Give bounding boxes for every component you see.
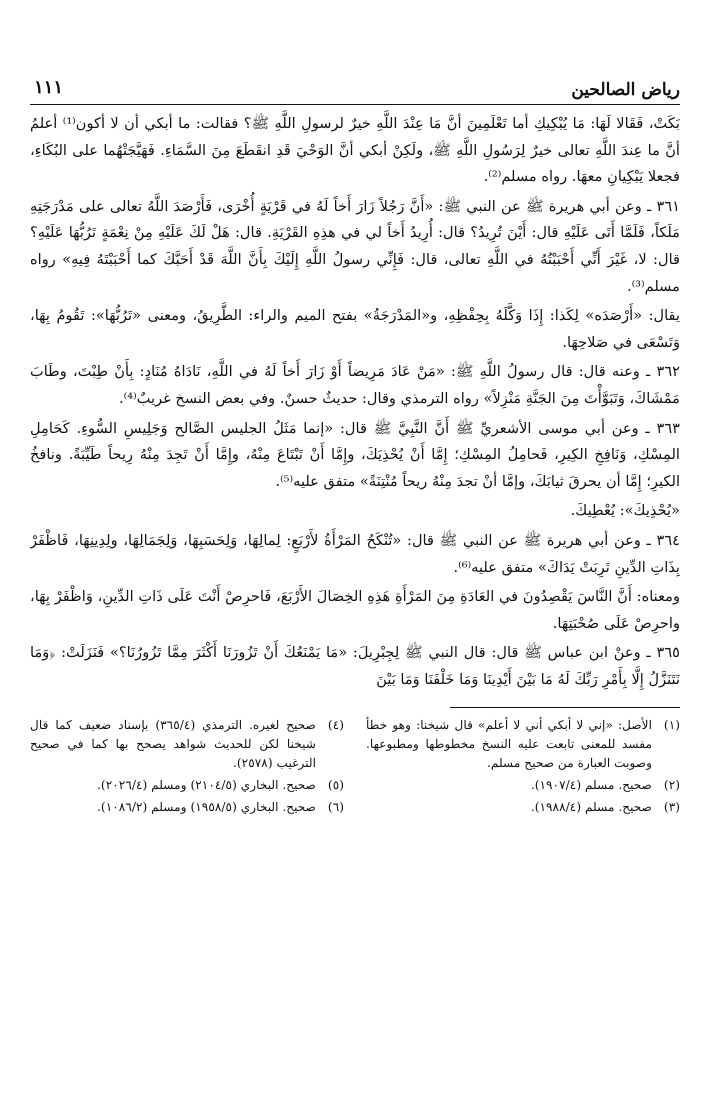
footnote-text: صحيح. البخاري (١٩٥٨/٥) ومسلم (١٠٨٦/٢). — [97, 800, 316, 815]
book-page — [30, 78, 680, 1088]
footnotes-column-left — [30, 716, 344, 820]
footnote-separator — [450, 707, 680, 708]
footnote-5 — [30, 776, 344, 795]
footnotes — [30, 716, 680, 820]
footnote-text: الأصل: «إني لا أبكي أني لا أعلم» قال شيخنا: وهو خطأ مفسد للمعنى تابعت عليه النسخ مخطوطها ومطبوعها. وصوبت العبارة من صحيح مسلم. — [366, 718, 652, 771]
page-header — [30, 78, 680, 105]
gloss-364: ومعناه: أَنَّ النَّاسَ يَقْصِدُونَ في العَادَةِ مِنَ المَرْأَةِ هَذِهِ الخِصَالَ الأَرْبَعَ، فَاحرِصْ أَنْتَ عَلَى ذَاتِ الدِّينِ، وَاظْفَرْ بِهَا، واحرِصْ عَلَى صُحْبَتِهَا. — [30, 588, 680, 632]
hadith-363: ٣٦٣ ـ وعن أبي موسى الأشعريِّ ﷺ أَنَّ النَّبِيَّ ﷺ قال: «إنما مَثَلُ الجليس الصَّالح وَجَلِيسِ السُّوءِ. كَحَامِلِ المِسْكِ، وَنَافِخِ الكِيرِ، فَحامِلُ المِسْكِ؛ إِمَّا أَنْ يُحْذِيَكَ، وإِمَّا أَنْ تَبْتَاعَ مِنْهُ، وإِمَّا أَنْ تَجِدَ مِنْهُ رِيحاً طَيِّبَةً. ونافخُ الكيرِ؛ إِمَّا أن يحرقَ ثيابَكَ، وإمَّا أنْ تجدَ مِنْهُ ريحاً مُنْتِنَةً» متفق عليه⁽⁵⁾. — [30, 419, 680, 490]
footnote-6 — [30, 798, 344, 817]
footnote-text: صحيح. البخاري (٢١٠٤/٥) ومسلم (٢٠٢٦/٤). — [97, 778, 316, 793]
running-title: رياض الصالحين — [563, 78, 680, 102]
page-number: ١١١ — [34, 78, 71, 100]
footnote-number: (١) — [663, 718, 680, 733]
footnote-4 — [30, 716, 344, 773]
gloss-361: يقال: «أَرْصَدَه» لِكَذا: إِذَا وَكَّلَهُ بِحِفْظِهِ، و«المَدْرَجَةُ» بفتح الميم والراء: الطَّرِيقُ، ومعنى «تَرُبُّهَا»: تَقُومُ بِهَا، وَتَسْعَى في صَلاحِهَا. — [30, 307, 680, 351]
gloss-363: «يُحْذِيكَ»: يُعْطِيكَ. — [570, 502, 680, 520]
footnote-number: (٥) — [327, 778, 344, 793]
footnote-text: صحيح لغيره. الترمذي (٣٦٥/٤) بإسناد ضعيف كما قال شيخنا لكن للحديث شواهد يصحح بها كما في صحيح الترغيب (٢٥٧٨). — [30, 718, 316, 771]
main-text — [30, 111, 680, 693]
hadith-364: ٣٦٤ ـ وعن أبي هريرة ﷺ عن النبي ﷺ قال: «تُنْكَحُ المَرْأَةُ لأَرْبَعٍ: لِمالِهَا، وَلِحَسَبِهَا، وَلِجَمَالِهَا، ولِدِينِهَا، فَاظْفَرْ بِذَاتِ الدِّينِ تَرِبَتْ يَدَاكَ» متفق عليه⁽⁶⁾. — [30, 531, 680, 576]
footnote-1 — [366, 716, 680, 773]
footnote-3 — [366, 798, 680, 817]
footnote-2 — [366, 776, 680, 795]
hadith-365: ٣٦٥ ـ وعنْ ابن عباس ﷺ قال: قال النبي ﷺ لِجِبْرِيلَ: «مَا يَمْنَعُكَ أَنْ تَزُورَنَا أَكْثَرَ مِمَّا تَزُورُنَا؟» فَنَزَلَتْ: ﴿وَمَا نَتَنَزَّلُ إِلَّا بِأَمْرِ رَبِّكَ لَهُ مَا بَيْنَ أَيْدِينَا وَمَا خَلْفَنَا وَمَا بَيْنَ — [30, 644, 680, 688]
hadith-361: ٣٦١ ـ وعن أبي هريرة ﷺ عن النبي ﷺ: «أَنَّ رَجُلاً زَارَ أَخاً لَهُ في قَرْيَةٍ أُخْرَى، فَأَرْصَدَ اللَّهُ تعالى على مَدْرَجَتِهِ مَلَكاً، فَلَمَّا أَتَى عَلَيْهِ قال: أَيْنَ تُرِيدُ؟ قال: أُرِيدُ أَخاً لي في هذِهِ القَرْيَةِ. قال: هَلْ لَكَ عَلَيْهِ مِنْ نِعْمَةٍ تَرُبُّهَا عَلَيْهِ؟ قال: لا، غَيْرَ أَنِّي أَحْبَبْتُهُ في اللَّهِ تعالى، قال: فَإِنِّي رسولُ اللَّهِ إِلَيْكَ بِأَنَّ اللَّهَ قَدْ أَحَبَّكَ كما أَحْبَبْتَهُ فِيهِ» رواه مسلم⁽³⁾. — [30, 197, 680, 295]
footnote-number: (٢) — [663, 778, 680, 793]
footnote-text: صحيح. مسلم (١٩٨٨/٤). — [530, 800, 652, 815]
footnote-number: (٦) — [327, 800, 344, 815]
paragraph-continuation: بَكَتْ، فَقَالا لَهَا: مَا يُبْكِيكِ أما تَعْلَمِينَ أنَّ مَا عِنْدَ اللَّهِ خيرٌ لرسولِ اللَّهِ ﷺ؟ فقالت: ما أبكي أن لا أكون⁽¹⁾ أعلمُ أنَّ ما عِندَ اللَّهِ تعالى خيرٌ لِرَسُولِ اللَّهِ ﷺ، ولَكِنْ أبكي أنَّ الوَحْيَ قَدِ انقَطَعَ مِنَ السَّمَاءِ. فَهَيَّجَتْهُما على البُكَاءِ، فجعلا يَبْكِيانِ معهَا. رواه مسلم⁽²⁾. — [30, 115, 680, 186]
footnotes-column-right — [366, 716, 680, 820]
hadith-362: ٣٦٢ ـ وعنه قال: قال رسولُ اللَّهِ ﷺ: «مَنْ عَادَ مَرِيضاً أَوْ زَارَ أَخاً لَهُ في اللَّهِ، نَادَاهُ مُنَادٍ: بِأَنْ طِبْتَ، وطَابَ مَمْشَاكَ، وَتَبَوَّأْتَ مِنَ الجَنَّةِ مَنْزِلاً» رواه الترمذي وقال: حديثٌ حسنٌ. وفي بعض النسخ غريبٌ⁽⁴⁾. — [30, 363, 680, 407]
footnote-number: (٤) — [327, 718, 344, 733]
footnote-number: (٣) — [663, 800, 680, 815]
footnote-text: صحيح. مسلم (١٩٠٧/٤). — [530, 778, 652, 793]
